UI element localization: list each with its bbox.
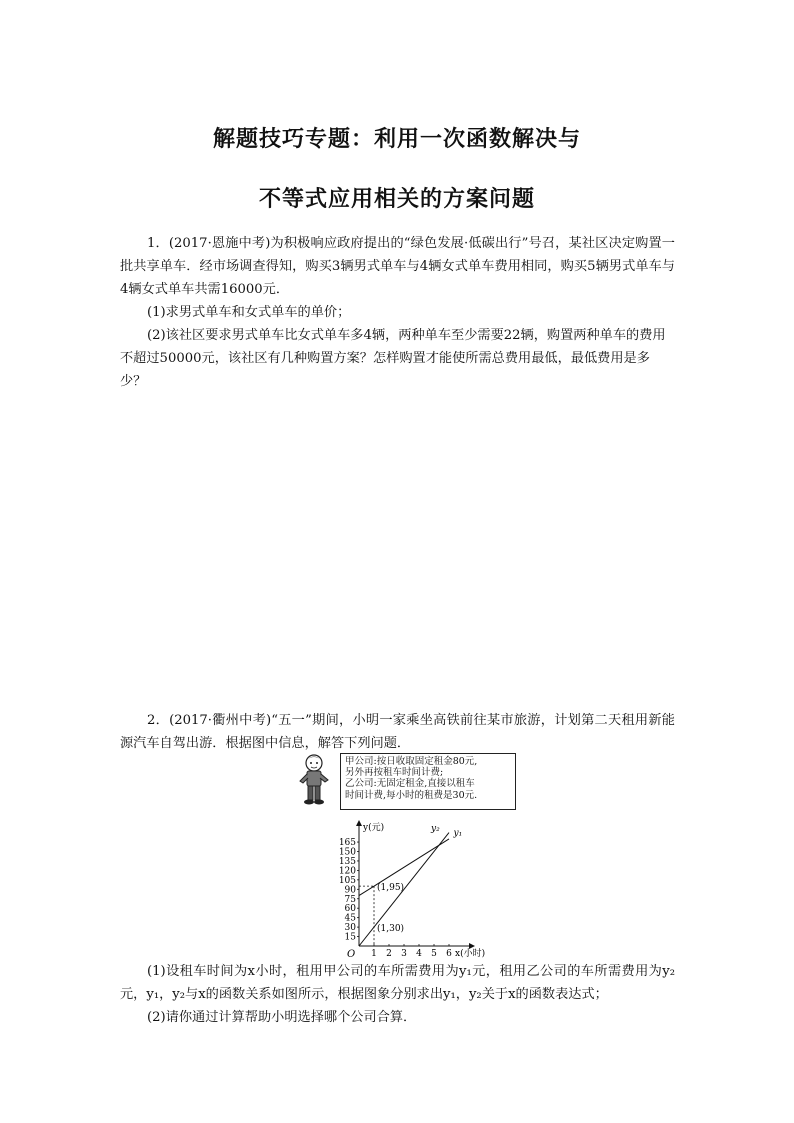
question2-part1: (1)设租车时间为x小时，租用甲公司的车所需费用为y₁元，租用乙公司的车所需费用为y₂元，y₁，y₂与x的函数关系如图所示，根据图象分别求出y₁，y₂关于x的函数表达式；: [120, 964, 675, 1002]
question1-part2: (2)该社区要求男式单车比女式单车多4辆，两种单车至少需要22辆，购置两种单车的费用不超过50000元，该社区有几种购置方案？怎样购置才能使所需总费用最低，最低费用是多少？: [120, 328, 666, 389]
company-info-box: [340, 753, 516, 810]
origin-label: O: [347, 949, 356, 960]
y-tick-label: 60: [344, 904, 356, 915]
y-axis-label: y(元): [363, 823, 385, 833]
note-line-1: 甲公司:按日收取固定租金80元,: [345, 756, 478, 767]
series-label-y2: y₂: [431, 824, 440, 835]
y-tick-label: 120: [338, 866, 356, 877]
x-tick-label: 4: [416, 949, 422, 959]
x-tick-label: 2: [386, 949, 392, 959]
page-title-line1: 解题技巧专题：利用一次函数解决与: [212, 127, 581, 152]
x-tick-label: 6: [446, 949, 452, 959]
y-tick-label: 90: [344, 885, 356, 896]
page-title-line2: 不等式应用相关的方案问题: [258, 187, 535, 212]
cartoon-boy-illustration: [296, 754, 332, 806]
question2-part2: (2)请你通过计算帮助小明选择哪个公司合算．: [147, 1010, 417, 1025]
function-graph: [330, 818, 505, 960]
series-label-y1: y₁: [453, 828, 463, 839]
y-tick-label: 30: [344, 923, 356, 934]
x-tick-label: 3: [401, 949, 407, 959]
point-label-1: (1,95): [377, 883, 405, 894]
note-line-2: 另外再按租车时间计费;: [345, 767, 444, 779]
question2-text: 2．(2017·衢州中考)“五一”期间，小明一家乘坐高铁前往某市旅游，计划第二天租用新能源汽车自驾出游．根据图中信息，解答下列问题．: [120, 713, 675, 751]
point-label-2: (1,30): [377, 924, 405, 935]
note-line-4: 时间计费,每小时的租费是30元.: [345, 789, 478, 801]
y-tick-label: 165: [338, 838, 356, 849]
y-tick-label: 135: [338, 856, 356, 867]
y-tick-label: 45: [344, 913, 356, 924]
axis-ticks: [339, 838, 452, 959]
y-tick-label: 150: [338, 847, 356, 858]
y-tick-label: 15: [344, 932, 356, 943]
note-line-3: 乙公司:无固定租金,直接以租车: [345, 778, 475, 790]
y-tick-label: 75: [344, 894, 356, 905]
y-tick-label: 105: [338, 875, 356, 886]
x-axis-label: x(小时): [455, 949, 486, 959]
x-tick-label: 5: [431, 949, 437, 959]
x-tick-label: 1: [371, 949, 377, 959]
question1-text: 1．(2017·恩施中考)为积极响应政府提出的“绿色发展·低碳出行”号召，某社区决定购置一批共享单车．经市场调查得知，购买3辆男式单车与4辆女式单车费用相同，购买5辆男式单车与4辆女式单车共需16000元．: [120, 236, 675, 297]
question1-part1: (1)求男式单车和女式单车的单价；: [147, 305, 351, 320]
series-lines: [359, 824, 462, 946]
